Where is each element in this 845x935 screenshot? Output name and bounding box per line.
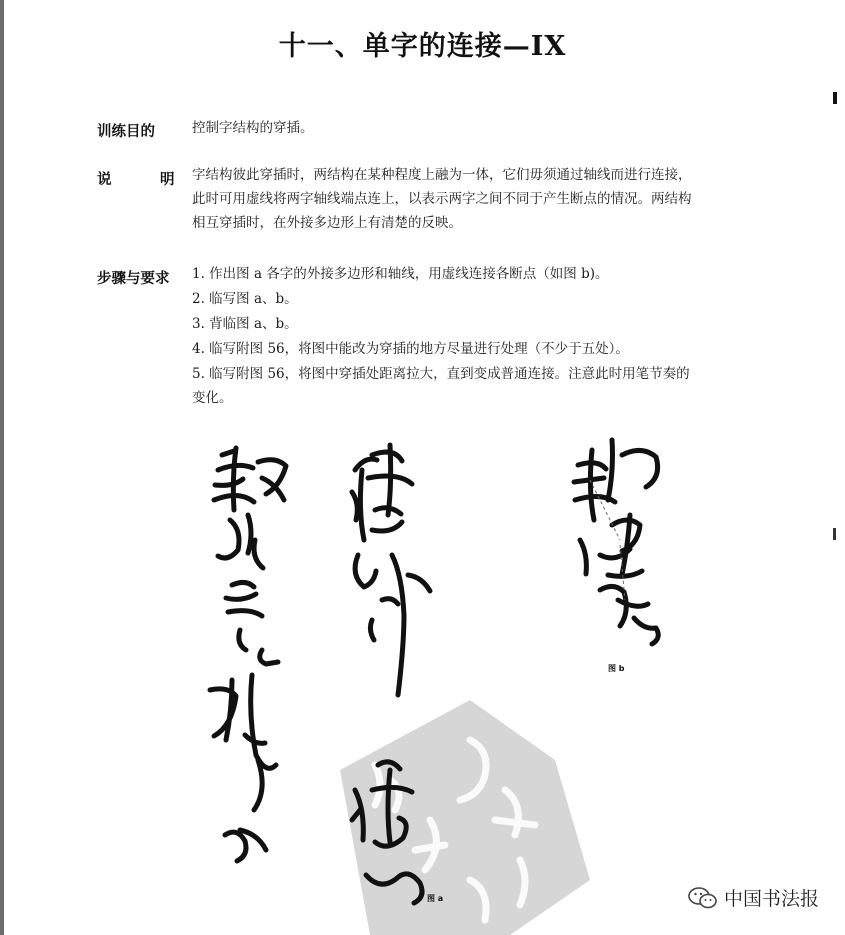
calligraphy-column-right [574,440,658,644]
step-item: 1. 作出图 a 各字的外接多边形和轴线，用虚线连接各断点（如图 b)。 [192,266,609,282]
page-title: 十一、单字的连接—IX [278,31,567,62]
explanation-label-b: 明 [160,172,175,188]
watermark-text: 中国书法报 [723,888,819,910]
figure-b-caption: 图 b [608,664,625,673]
step-item: 5. 临写附图 56，将图中穿插处距离拉大，直到变成普通连接。注意此时用笔节奏的 [192,366,690,382]
calligraphy-column-left [210,448,286,861]
explanation-label-a: 说 [97,172,112,188]
step-item: 变化。 [192,390,233,406]
purpose-label: 训练目的 [97,124,155,140]
wechat-icon [688,887,718,909]
step-item: 2. 临写图 a、b。 [192,291,298,307]
step-item: 4. 临写附图 56，将图中能改为穿插的地方尽量进行处理（不少于五处）。 [192,341,629,357]
purpose-text: 控制字结构的穿插。 [192,120,314,136]
explanation-line: 相互穿插时，在外接多边形上有清楚的反映。 [192,215,462,231]
wechat-watermark [688,884,819,911]
seal-watermark [340,700,590,935]
figure-a-caption: 图 a [427,894,444,903]
explanation-line: 字结构彼此穿插时，两结构在某种程度上融为一体，它们毋须通过轴线而进行连接， [192,167,692,183]
step-item: 3. 背临图 a、b。 [192,316,298,332]
steps-label: 步骤与要求 [97,271,170,287]
explanation-line: 此时可用虚线将两字轴线端点连上，以表示两字之间不同于产生断点的情况。两结构 [192,191,692,207]
